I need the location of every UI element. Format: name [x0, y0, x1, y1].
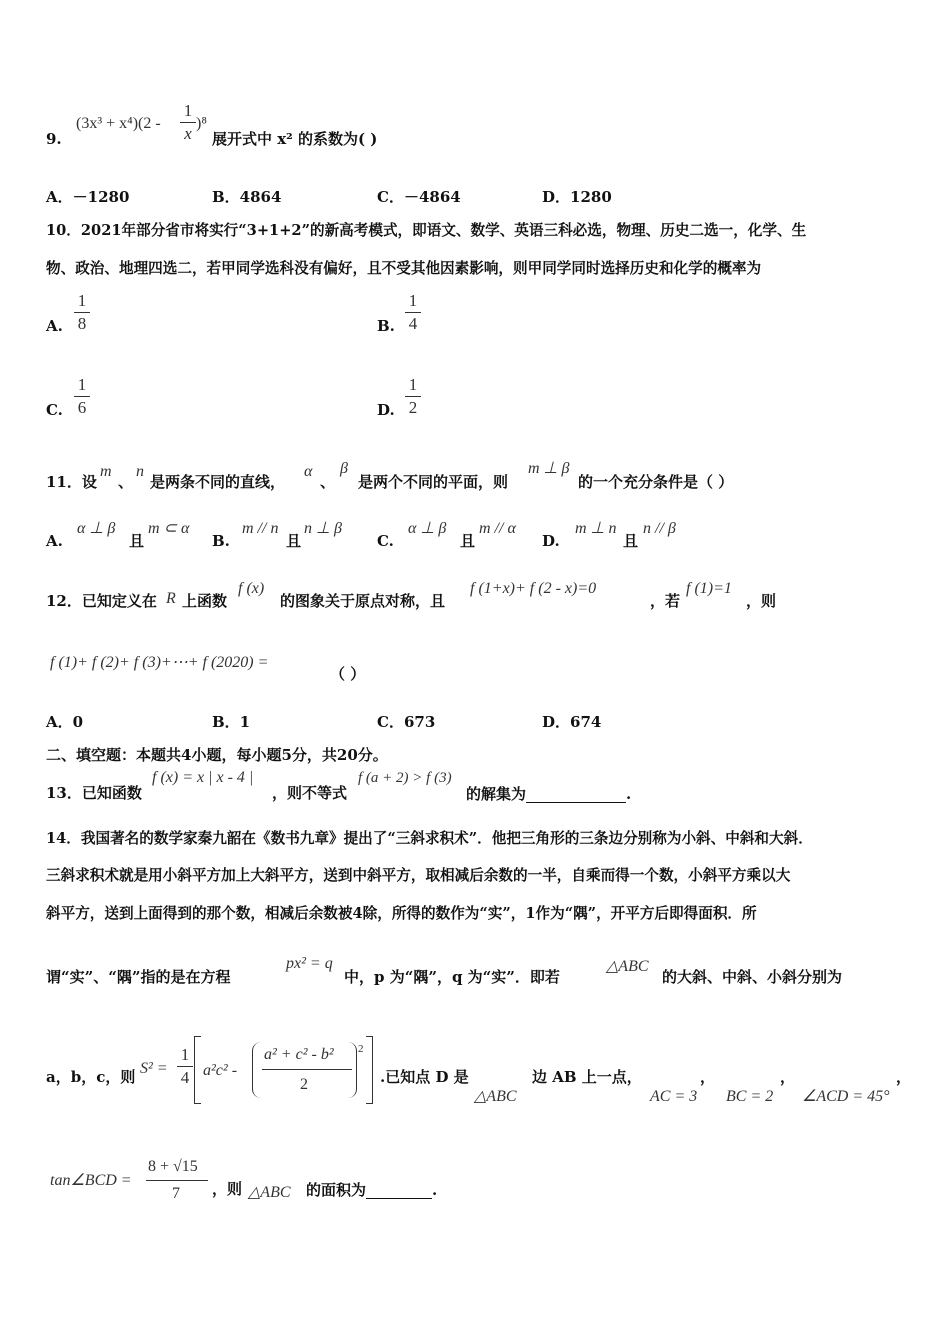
q14-line4a: 谓“实”、“隅”指的是在方程: [46, 968, 231, 986]
q9-frac-den: x: [184, 124, 192, 143]
q14-paren-right: [348, 1042, 357, 1098]
q14-AC: AC = 3: [650, 1088, 698, 1105]
q10-option-a-label: A.: [46, 317, 63, 335]
q10-b-num: 1: [408, 291, 418, 310]
q14-tan-num: 8 + √15: [148, 1158, 198, 1175]
q9-option-a: A．－1280: [46, 188, 130, 206]
q13-answer-blank[interactable]: [526, 784, 626, 803]
q13-end: .: [626, 785, 632, 803]
q14-left-bracket: [194, 1036, 201, 1104]
q13-p1: 13．已知函数: [46, 784, 142, 802]
q14-inner-frac-num: a² + c² - b²: [264, 1046, 334, 1063]
q14-inner-frac-den: 2: [300, 1076, 308, 1093]
q11-option-c-label: C.: [377, 532, 394, 550]
q10-a-num: 1: [77, 291, 87, 310]
q12-paren: （ ）: [330, 665, 366, 683]
q10-option-c-label: C.: [46, 401, 63, 419]
q10-option-a-frac: [74, 292, 90, 333]
q14-ACD: ∠ACD = 45°: [802, 1088, 890, 1105]
q14-line6b: ，则: [212, 1180, 243, 1198]
q14-quarter-num: 1: [180, 1045, 190, 1064]
q10-line1: 10．2021年部分省市将实行“3+1+2”的新高考模式，即语文、数学、英语三科必选，物理、历史二选一，化学、生: [46, 222, 807, 239]
q14-triangle-2: △ABC: [474, 1088, 517, 1105]
q11-option-a-and: 且: [129, 532, 145, 550]
q14-tan-bar: [146, 1180, 208, 1181]
q14-line6c-text: 的面积为: [306, 1181, 367, 1199]
q12-f1: f (1)=1: [686, 580, 732, 597]
q14-tan-den: 7: [172, 1185, 180, 1202]
q11-option-c-cond1: α ⊥ β: [408, 520, 447, 537]
q10-line2: 物、政治、地理四选二，若甲同学选科没有偏好，且不受其他因素影响，则甲同学同时选择历史和化学的概率为: [46, 260, 762, 277]
q14-line5a: a，b，c，则: [46, 1068, 136, 1086]
q12-p2: 上函数: [182, 592, 228, 610]
q12-fx: f (x): [238, 580, 265, 597]
q11-option-b-label: B.: [212, 532, 230, 550]
q11-sep2: 、: [320, 473, 336, 491]
q12-p5: ，则: [746, 592, 777, 610]
q9-option-d: D．1280: [542, 188, 612, 206]
q12-p3: 的图象关于原点对称，且: [280, 592, 446, 610]
q11-option-b-cond1: m // n: [242, 520, 279, 537]
q14-line4b: 中，p 为“隅”，q 为“实”．即若: [344, 968, 560, 986]
q12-equation: f (1+x)+ f (2 - x)=0: [470, 580, 597, 597]
q10-d-num: 1: [408, 375, 418, 394]
q10-option-b-frac: [405, 292, 421, 333]
q11-p4: 的一个充分条件是（ ）: [578, 473, 734, 491]
q9-question: 展开式中 x² 的系数为( ): [212, 130, 378, 148]
q9-fraction: [180, 102, 196, 143]
q11-option-a-label: A.: [46, 532, 63, 550]
q14-line2: 三斜求积术就是用小斜平方加上大斜平方，送到中斜平方，取相减后余数的一半，自乘而得一个数，小斜平方乘以大: [46, 867, 791, 884]
q14-tan-label: tan∠BCD =: [50, 1172, 132, 1189]
q10-d-den: 2: [408, 398, 418, 417]
q11-alpha: α: [304, 463, 313, 480]
q11-option-d-cond2: n // β: [643, 520, 676, 537]
q10-c-den: 6: [77, 398, 87, 417]
q10-option-d-label: D.: [377, 401, 395, 419]
q14-equation: px² = q: [286, 955, 333, 972]
q11-option-d-and: 且: [623, 532, 639, 550]
q10-option-c-frac: [74, 376, 90, 417]
q10-option-d-frac: [405, 376, 421, 417]
q14-paren-left: [252, 1042, 261, 1098]
q12-option-c: C．673: [377, 713, 436, 731]
q9-expression: (3x³ + x⁴)(2 -: [76, 115, 161, 132]
q14-line5c: 边 AB 上一点，: [532, 1068, 642, 1086]
q14-square-exp: 2: [358, 1043, 364, 1055]
q13-function: f (x) = x | x - 4 |: [152, 769, 254, 786]
q12-option-b: B．1: [212, 713, 251, 731]
q12-sum: f (1)+ f (2)+ f (3)+⋯+ f (2020) =: [50, 654, 269, 671]
q14-triangle-3: △ABC: [248, 1184, 291, 1201]
q10-b-den: 4: [408, 314, 418, 333]
q14-a2c2: a²c² -: [203, 1062, 238, 1079]
q13-p2: ，则不等式: [272, 784, 348, 802]
q11-cond: m ⊥ β: [528, 460, 570, 477]
q11-option-a-cond1: α ⊥ β: [77, 520, 116, 537]
q11-option-d-cond1: m ⊥ n: [575, 520, 617, 537]
q11-option-b-cond2: n ⊥ β: [304, 520, 342, 537]
q13-p3: [466, 784, 631, 803]
q10-a-den: 8: [77, 314, 87, 333]
q11-p3: 是两个不同的平面，则: [358, 473, 509, 491]
q12-R: R: [166, 590, 176, 607]
q9-option-b: B．4864: [212, 188, 282, 206]
section-2-heading: 二、填空题：本题共4小题，每小题5分，共20分。: [46, 746, 388, 764]
q11-sep: 、: [118, 473, 134, 491]
q14-comma-2: ，: [780, 1068, 796, 1086]
q10-c-num: 1: [77, 375, 87, 394]
q14-right-bracket: [366, 1036, 373, 1104]
q12-p1: 12．已知定义在: [46, 592, 157, 610]
q12-p4: ，若: [650, 592, 681, 610]
q14-inner-frac-bar: [262, 1069, 352, 1070]
q14-line3: 斜平方，送到上面得到的那个数，相减后余数被4除，所得的数作为“实”，1作为“隅”，开平方后即得面积．所: [46, 905, 757, 922]
q11-option-a-cond2: m ⊂ α: [148, 520, 190, 537]
q13-inequality: f (a + 2) > f (3): [358, 770, 452, 786]
q14-quarter-den: 4: [180, 1068, 190, 1087]
q10-option-b-label: B.: [377, 317, 395, 335]
q14-quarter: [177, 1046, 193, 1087]
q11-option-d-label: D.: [542, 532, 560, 550]
q12-option-a: A．0: [46, 713, 84, 731]
q11-option-c-cond2: m // α: [479, 520, 516, 537]
q14-BC: BC = 2: [726, 1088, 774, 1105]
q14-comma-3: ，: [896, 1068, 912, 1086]
q14-triangle-1: △ABC: [606, 958, 649, 975]
q14-comma-1: ，: [700, 1068, 716, 1086]
q14-line4c: 的大斜、中斜、小斜分别为: [662, 968, 843, 986]
q14-line6c: [306, 1180, 437, 1199]
q12-option-d: D．674: [542, 713, 602, 731]
q11-p1: 11．设: [46, 473, 97, 491]
q14-line1: 14．我国著名的数学家秦九韶在《数书九章》提出了“三斜求积术”．他把三角形的三条边分别称为小斜、中斜和大斜．: [46, 830, 813, 847]
q11-m: m: [100, 463, 112, 480]
q11-n: n: [136, 463, 144, 480]
q14-line5b: .已知点 D 是: [380, 1068, 469, 1086]
q14-answer-blank[interactable]: [366, 1180, 432, 1199]
q9-number: 9.: [46, 130, 62, 148]
q14-end: .: [432, 1181, 438, 1199]
q11-p2: 是两条不同的直线，: [150, 473, 286, 491]
q11-option-c-and: 且: [460, 532, 476, 550]
q11-beta: β: [340, 460, 348, 477]
q9-option-c: C．－4864: [377, 188, 461, 206]
q13-p3-text: 的解集为: [466, 785, 527, 803]
q14-S-squared: S² =: [140, 1060, 168, 1077]
q9-expression-end: )⁸: [196, 115, 207, 132]
q11-option-b-and: 且: [286, 532, 302, 550]
q9-frac-num: 1: [183, 101, 193, 120]
